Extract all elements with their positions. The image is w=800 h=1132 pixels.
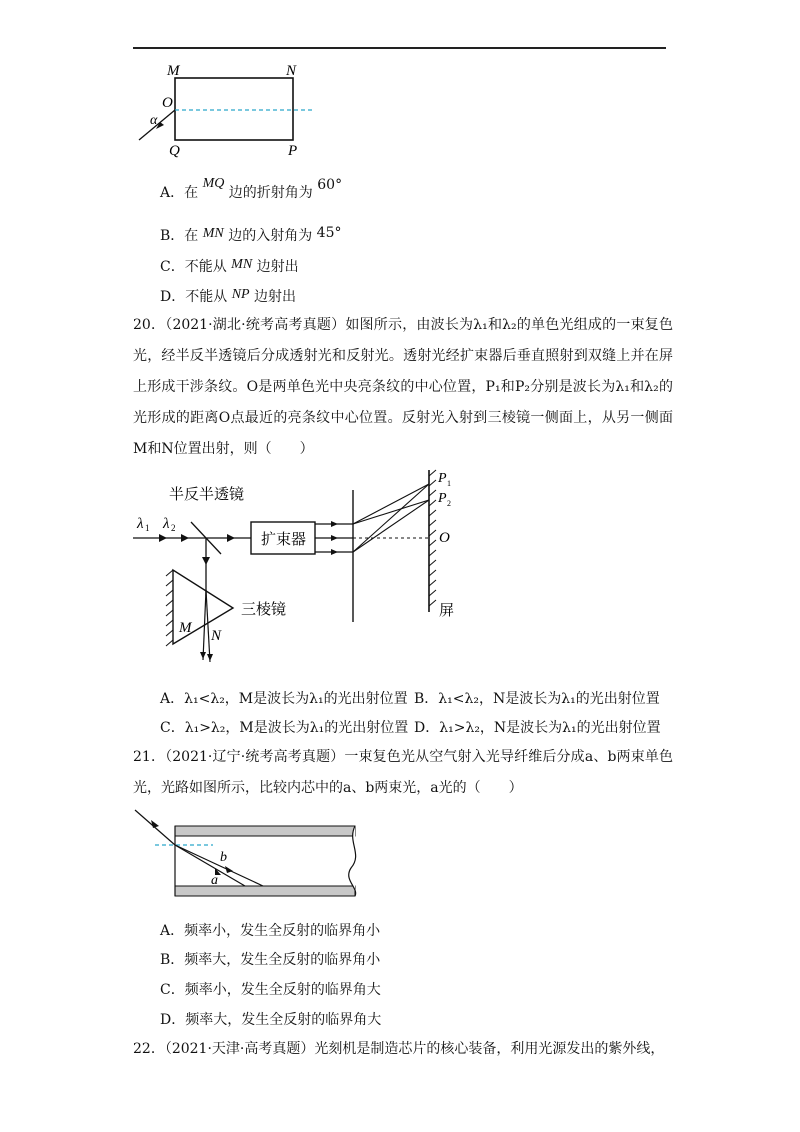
q19-option-D-prefix: D．不能从 (160, 289, 232, 305)
q21-ray-b (175, 845, 263, 886)
q20-incoming-arrow (159, 534, 167, 542)
q19-option-B-value: 45° (316, 225, 342, 241)
q22-text: 光刻机是制造芯片的核心装备，利用光源发出的紫外线， (314, 1041, 665, 1057)
q19-option-C-mid: 边射出 (252, 259, 299, 275)
q20-label-P2-sub: 2 (447, 499, 451, 508)
q19-option-B-var: MN (202, 226, 224, 241)
q19-option-C (160, 257, 299, 278)
q19-figure (133, 58, 323, 158)
q21-cladding-bottom (175, 886, 355, 896)
q20-number: 20． (133, 317, 166, 333)
q19-option-D-mid: 边射出 (249, 289, 297, 305)
q19-option-A-var: MQ (202, 176, 225, 191)
q21-stem (133, 742, 673, 804)
header-rule (133, 47, 666, 49)
q21-cladding-top (175, 826, 355, 836)
q21-incident-ray (135, 810, 175, 845)
q19-option-A-value: 60° (317, 177, 343, 193)
q21-ray-a (175, 845, 245, 886)
q19-option-D-var: NP (231, 287, 250, 302)
q19-option-D (160, 287, 296, 308)
q20-transmit-arrow (227, 534, 235, 542)
q20-label-P1-sub: 1 (447, 479, 451, 488)
q20-label-screen: 屏 (439, 601, 455, 619)
q19-label-N: N (286, 63, 297, 79)
q21-incident-arrow (151, 820, 159, 828)
q20-screen-hatch (429, 470, 436, 606)
q19-label-M: M (167, 63, 180, 79)
q20-option-D: D．λ₁>λ₂，N是波长为λ₁的光出射位置 (414, 720, 661, 736)
q19-option-B (160, 226, 341, 247)
q20-reflected-arrow (202, 557, 210, 565)
q20-stem (133, 310, 673, 465)
q20-label-lambda1-sub: 1 (145, 523, 150, 533)
q20-prism-ray-N (206, 590, 210, 662)
q20-label-N: N (211, 628, 222, 644)
q20-label-P1: P (438, 471, 447, 486)
q19-label-O: O (162, 95, 173, 111)
q19-label-Q: Q (169, 143, 180, 158)
q20-label-expander: 扩束器 (261, 530, 307, 548)
q20-beam-arrow-2 (331, 535, 338, 541)
q20-prism-arrow-M (200, 652, 206, 659)
q21-text: 一束复色光从空气射入光导纤维后分成a、b两束单色光，光路如图所示，比较内芯中的a、b两束光，a光的（ ） (133, 749, 673, 796)
q19-option-A-prefix: A．在 (160, 185, 203, 201)
q22-number: 22． (133, 1041, 165, 1057)
q20-prism-arrow-N (207, 654, 213, 661)
q20-label-prism: 三棱镜 (241, 600, 287, 618)
q22-stem (133, 1039, 664, 1059)
q20-label-O: O (439, 530, 450, 546)
q19-label-P: P (288, 143, 298, 158)
q20-option-C: C．λ₁>λ₂，M是波长为λ₁的光出射位置 (160, 720, 409, 736)
q21-label-b: b (220, 850, 227, 865)
q20-beam-arrow-1 (331, 521, 338, 527)
q19-option-C-var: MN (231, 257, 253, 272)
q19-rectangle (175, 78, 293, 140)
q20-source: （2021·湖北·统考高考真题） (165, 317, 346, 333)
q20-label-M: M (179, 620, 192, 636)
q20-beam-arrow-3 (331, 549, 338, 555)
q21-source: （2021·辽宁·统考高考真题） (165, 749, 345, 765)
q20-label-half-mirror: 半反半透镜 (169, 485, 245, 503)
q20-label-P2: P (438, 491, 447, 506)
q19-option-B-mid: 边的入射角为 (223, 228, 317, 244)
q19-label-alpha: α (150, 113, 158, 128)
q20-label-lambda2: λ (163, 516, 170, 532)
q20-prism-hatch (166, 570, 173, 646)
q21-figure (133, 808, 363, 904)
q20-label-lambda2-sub: 2 (171, 523, 176, 533)
q20-figure (133, 462, 473, 670)
q21-number: 21． (133, 749, 166, 765)
q19-option-B-prefix: B．在 (160, 228, 203, 244)
q21-option-B: B．频率大，发生全反射的临界角小 (160, 952, 381, 968)
q21-option-A: A．频率小，发生全反射的临界角小 (160, 923, 381, 939)
q20-option-B: B．λ₁<λ₂，N是波长为λ₁的光出射位置 (414, 691, 660, 707)
q20-text: 如图所示，由波长为λ₁和λ₂的单色光组成的一束复色光，经半反半透镜后分成透射光和反射光。透射光经扩束器后垂直照射到双缝上并在屏上形成干涉条纹。O是两单色光中央亮条纹的中心位置，P₁和P₂分别是波长为λ₁和λ₂的光形成的距离O点最近的亮条纹中心位置。反射光入射到三棱镜一侧面上，从另一侧面M和N位置出射，则（ ） (133, 317, 673, 457)
q21-option-C: C．频率小，发生全反射的临界角大 (160, 982, 381, 998)
q20-ray-4 (353, 500, 429, 552)
q19-option-A (160, 176, 343, 204)
q21-option-D: D．频率大，发生全反射的临界角大 (160, 1012, 382, 1028)
q19-option-A-mid: 边的折射角为 (224, 185, 318, 201)
q20-incoming-arrow-2 (181, 534, 189, 542)
q21-label-a: a (211, 873, 218, 888)
q19-option-C-prefix: C．不能从 (160, 259, 232, 275)
q20-option-A: A．λ₁<λ₂，M是波长为λ₁的光出射位置 (160, 691, 408, 707)
q22-source: （2021·天津·高考真题） (164, 1041, 315, 1057)
q20-label-lambda1: λ (137, 516, 144, 532)
